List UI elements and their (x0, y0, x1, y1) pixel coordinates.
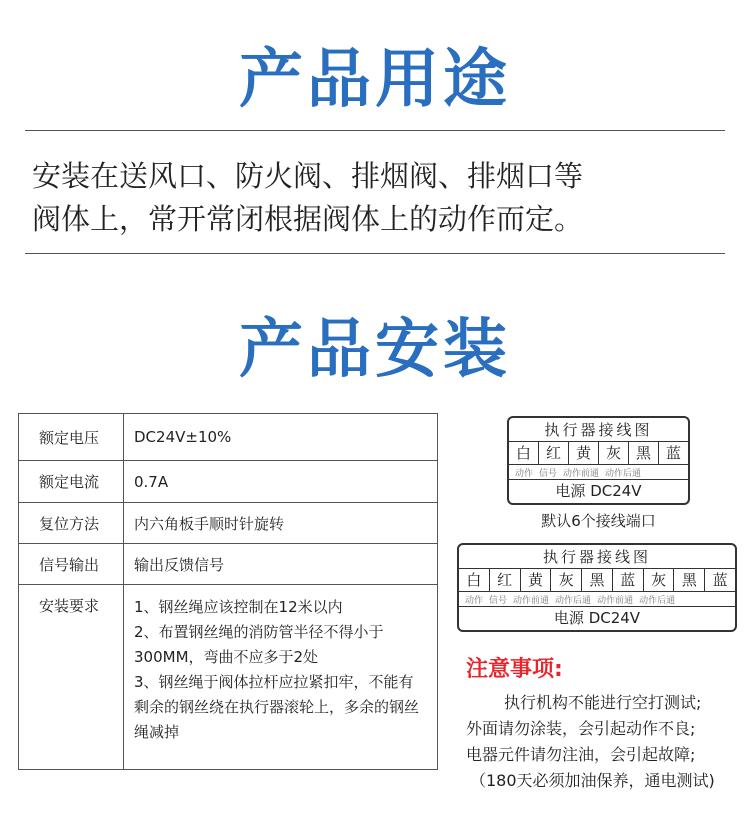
wire-color-cell: 黄 (521, 569, 552, 591)
table-row (19, 503, 438, 544)
wire-color-cell: 黑 (582, 569, 613, 591)
table-row (19, 544, 438, 585)
spec-label: 信号输出 (19, 544, 124, 585)
signal-label: 动作后通 (639, 595, 676, 606)
diagram-power: 电源 DC24V (555, 482, 642, 500)
signal-label: 动作前通 (597, 595, 634, 606)
wire-color-cell: 红 (490, 569, 521, 591)
signal-label: 动作后通 (555, 595, 592, 606)
requirement-item: 1、钢丝绳应该控制在12米以内 (134, 598, 343, 616)
spec-label: 复位方法 (19, 503, 124, 544)
wire-color-cell: 蓝 (665, 444, 681, 462)
signal-label: 信号 (489, 595, 508, 606)
spec-label: 安装要求 (19, 585, 124, 770)
signal-label: 动作后通 (605, 468, 642, 479)
divider (25, 253, 725, 254)
diagram-title: 执行器接线图 (459, 545, 735, 569)
spec-value: DC24V±10% (124, 414, 438, 461)
wire-color-cell: 白 (459, 569, 490, 591)
wire-color-cell: 灰 (644, 569, 675, 591)
signal-label: 动作 (515, 468, 534, 479)
signal-label: 动作前通 (563, 468, 600, 479)
diagram-caption: 默认6个接线端口 (541, 512, 656, 530)
requirement-item: 3、钢丝绳于阀体拉杆应拉紧扣牢，不能有剩余的钢丝绕在执行器滚轮上，多余的钢丝绳减掉 (134, 673, 420, 741)
wire-color-cell: 红 (539, 442, 569, 464)
wire-color-cell: 灰 (551, 569, 582, 591)
wiring-diagram-9 (457, 543, 737, 632)
spec-value: 内六角板手顺时针旋转 (124, 503, 438, 544)
notice-line: 执行机构不能进行空打测试; (504, 693, 702, 712)
spec-value (124, 585, 438, 770)
usage-title: 产品用途 (239, 43, 511, 117)
usage-line: 安装在送风口、防火阀、排烟阀、排烟口等 (32, 159, 584, 193)
diagram-power: 电源 DC24V (553, 609, 641, 627)
table-row (19, 414, 438, 461)
diagram-title: 执行器接线图 (509, 418, 688, 442)
spec-label: 额定电压 (19, 414, 124, 461)
spec-value: 0.7A (124, 461, 438, 503)
requirement-item: 2、布置钢丝绳的消防管半径不得小于300MM，弯曲不应多于2处 (134, 623, 384, 666)
wire-color-cell: 黑 (674, 569, 705, 591)
signal-label: 信号 (539, 468, 558, 479)
notice-line: （180天必须加油保养，通电测试) (470, 771, 715, 790)
table-row (19, 461, 438, 503)
wire-color-cell: 灰 (599, 442, 629, 464)
spec-table (18, 413, 438, 770)
spec-label: 额定电流 (19, 461, 124, 503)
signal-label: 动作前通 (513, 595, 550, 606)
notice-title: 注意事项: (466, 657, 563, 682)
wire-color-cell: 黄 (569, 442, 599, 464)
signal-label: 动作 (465, 595, 484, 606)
wire-color-cell: 蓝 (712, 571, 728, 589)
wire-color-cell: 蓝 (613, 569, 644, 591)
wire-color-cell: 白 (509, 442, 539, 464)
notice-line: 外面请勿涂装，会引起动作不良; (466, 719, 696, 738)
spec-value: 输出反馈信号 (124, 544, 438, 585)
table-row (19, 585, 438, 770)
divider (25, 130, 725, 131)
notice-line: 电器元件请勿注油，会引起故障; (466, 745, 696, 764)
install-title: 产品安装 (239, 313, 511, 387)
wire-color-cell: 黑 (629, 442, 659, 464)
usage-line: 阀体上，常开常闭根据阀体上的动作而定。 (32, 202, 584, 236)
wiring-diagram-6 (507, 416, 690, 505)
